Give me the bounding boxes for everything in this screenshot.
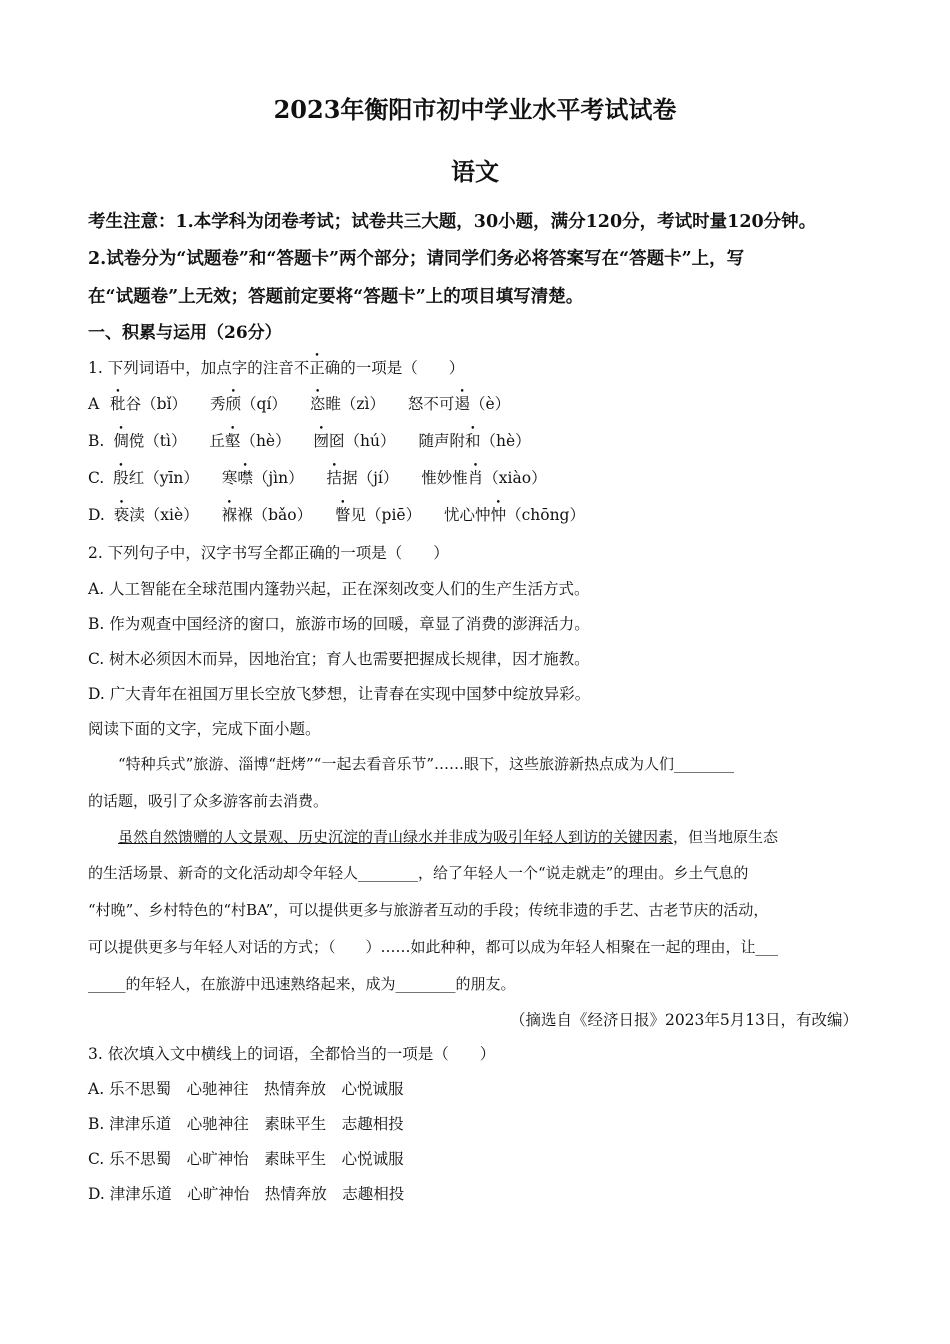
notice-line-3: 在“试题卷”上无效；答题前定要将“答题卡”上的项目填写清楚。 [88,287,584,307]
underlined-sentence: 虽然自然馈赠的人文景观、历史沉淀的青山绿水并非成为吸引年轻人到访的关键因素 [118,828,674,846]
q2-option-c: C. 树木必须因木而异，因地治宜；育人也需要把握成长规律，因才施教。 [88,650,590,668]
passage-p2-line-2: 的生活场景、新奇的文化活动却令年轻人________，给了年轻人一个“说走就走”的理由。乡土气息的 [88,864,749,882]
q3-option-c: C. 乐不思蜀 心旷神怡 素昧平生 心悦诚服 [88,1150,404,1168]
option-label: B. [88,432,105,450]
word-3: 囫囵（hú） [313,432,396,450]
reading-intro: 阅读下面的文字，完成下面小题。 [88,720,321,738]
q2-option-b: B. 作为观查中国经济的窗口，旅游市场的回暖，章显了消费的澎湃活力。 [88,615,590,633]
option-label: A [88,395,100,413]
q1-stem [88,356,464,378]
q1-option-a [88,392,510,414]
passage-p2-line-3: “村晚”、乡村特色的“村BA”，可以提供更多与旅游者互动的手段；传统非遗的手艺、古老节庆的活动， [88,901,769,919]
passage-p2-line-1: 虽然自然馈赠的人文景观、历史沉淀的青山绿水并非成为吸引年轻人到访的关键因素，但当地原生态 [118,828,779,846]
word-1: 殷红（yīn） [113,469,199,487]
q3-option-b: B. 津津乐道 心驰神往 素昧平生 志趣相投 [88,1115,404,1133]
word-3: 拮据（jí） [326,469,399,487]
q1-option-c [88,466,547,488]
q1-stem-b: 的一项是（ ） [340,359,465,377]
passage-source: （摘选自《经济日报》2023年5月13日，有改编） [509,1011,858,1029]
option-label: C. [88,469,105,487]
passage-p1-line-2: 的话题，吸引了众多游客前去消费。 [88,792,329,810]
q3-stem: 3. 依次填入文中横线上的词语，全都恰当的一项是（ ） [88,1045,496,1063]
q2-option-d: D. 广大青年在祖国万里长空放飞梦想，让青春在实现中国梦中绽放异彩。 [88,685,591,703]
passage-p2-line-5: _____的年轻人，在旅游中迅速熟络起来，成为________的朋友。 [88,975,516,993]
q2-stem: 2. 下列句子中，汉字书写全都正确的一项是（ ） [88,544,449,562]
q1-stem-dotted: 不正确 [293,359,341,377]
word-2: 丘壑（hè） [209,432,291,450]
word-2: 寒噤（jìn） [221,469,304,487]
q1-option-d [88,503,585,525]
notice-line-2: 2.试卷分为“试题卷”和“答题卡”两个部分；请同学们务必将答案写在“答题卡”上，写 [88,249,745,269]
notice-line-1: 考生注意：1.本学科为闭卷考试；试卷共三大题，30小题，满分120分，考试时量120分钟。 [88,212,817,232]
word-4: 怒不可遏（è） [407,395,511,413]
section-heading: 一、积累与运用（26分） [88,323,282,343]
passage-p1-line-1: “特种兵式”旅游、淄博“赶烤”“一起去看音乐节”……眼下，这些旅游新热点成为人们________ [118,755,735,773]
q3-option-d: D. 津津乐道 心旷神怡 热情奔放 志趣相投 [88,1185,405,1203]
word-1: 倜傥（tì） [113,432,187,450]
q2-option-a: A. 人工智能在全球范围内篷勃兴起，正在深刻改变人们的生产生活方式。 [88,580,590,598]
option-label: D. [88,506,105,524]
word-3: 瞥见（piē） [335,506,422,524]
word-2: 褓褓（bǎo） [221,506,313,524]
subject-title: 语文 [451,157,499,186]
q3-option-a: A. 乐不思蜀 心驰神往 热情奔放 心悦诚服 [88,1080,404,1098]
word-2: 秀颀（qí） [209,395,287,413]
word-1: 亵渎（xiè） [113,506,199,524]
q1-option-b [88,429,531,451]
word-4: 惟妙惟肖（xiào） [421,469,547,487]
word-4: 随声附和（hè） [418,432,531,450]
exam-title: 2023年衡阳市初中学业水平考试试卷 [273,95,677,124]
passage-p2-line-4: 可以提供更多与年轻人对话的方式；（ ）……如此种种，都可以成为年轻人相聚在一起的理由，让___ [88,938,779,956]
q1-stem-a: 1. 下列词语中，加点字的注音 [88,359,294,377]
word-4: 忧心忡忡（chōng） [444,506,585,524]
word-3: 恣睢（zì） [309,395,385,413]
word-1: 秕谷（bǐ） [110,395,188,413]
